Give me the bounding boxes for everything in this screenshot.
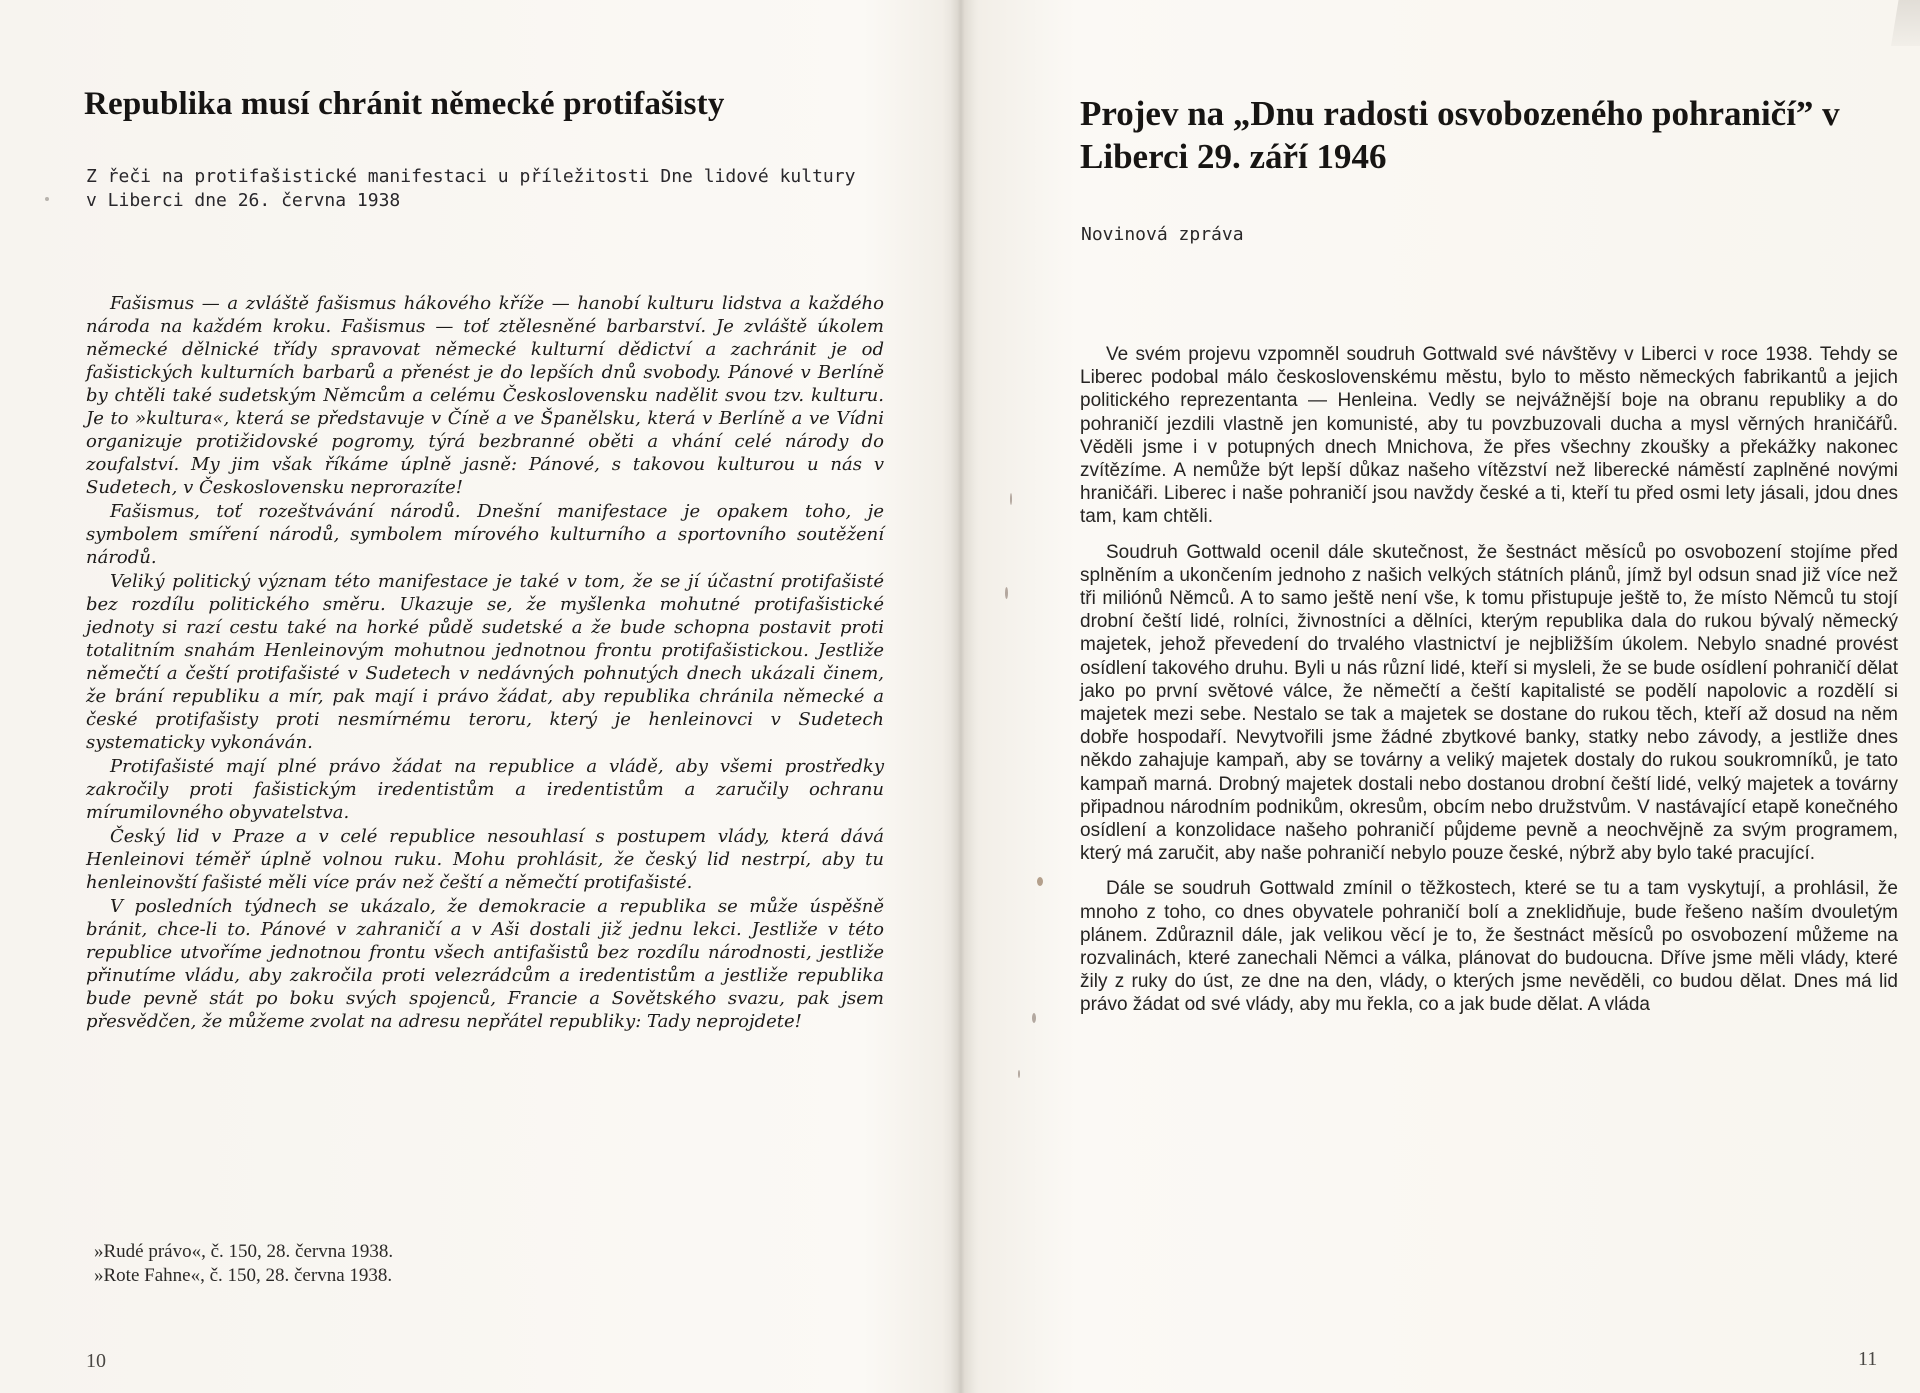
left-paragraph: V posledních týdnech se ukázalo, že demokracie a republika se může úspěšně bránit, chce-li to. Pánové v zahraničí a v Aši dostali již jednu lekci. Jestliže v této republice utvoříme jednotnou frontu všech antifašistů bez rozdílu národnosti, jestliže přinutíme vládu, aby zakročila proti velezrádcům a iredentistům a jestliže republika bude pevně stát po boku svých spojenců, Francie a Sovětského svazu, pak jsem přesvědčen, že můžeme zvolat na adresu nepřátel republiky: Tady neprojdete!: [86, 896, 884, 1032]
left-paragraph: Fašismus — a zvláště fašismus hákového kříže — hanobí kulturu lidstva a každého národa na každém kroku. Fašismus — toť ztělesněné barbarství. Je zvláště úkolem německé dělnické třídy spravovat německé kulturní dědictví a zachránit je od fašistických kulturních barbarů a přenést je do lepších dnů svobody. Pánové v Berlíně by chtěli také sudetským Němcům a celému Československu nadělit svou tzv. kulturu. Je to »kultura«, která se představuje v Číně a ve Španělsku, která v Berlíně a ve Vídni organizuje protižidovské pogromy, týrá bezbranné oběti a vhání celé národy do zoufalství. My jim však říkáme úplně jasně: Pánové, s takovou kulturou u nás v Sudetech, v Československu neprorazíte!: [86, 293, 884, 498]
right-page-subtitle: Novinová zpráva: [1081, 224, 1244, 245]
source-citations: [94, 1240, 794, 1288]
left-paragraph: Veliký politický význam této manifestace je také v tom, že se jí účastní protifašisté bez rozdílu politického směru. Ukazuje se, že myšlenka mohutné protifašistické jednoty si razí cestu také na horké půdě sudetské a že bude schopna postavit proti totalitním snahám Henleinovým mohutnou jednotnou frontu protifašistickou. Jestliže němečtí a čeští protifašisté v Sudetech v nedávných pohnutých dnech ukázali činem, že brání republiku a mír, pak mají i právo žádat, aby republika chránila německé a české protifašisty proti nesmírnému teroru, který je henleinovci v Sudetech systematicky vykonáván.: [86, 571, 884, 753]
left-page-title: Republika musí chránit německé protifašisty: [84, 86, 725, 122]
source-citation: »Rudé právo«, č. 150, 28. června 1938.: [94, 1241, 394, 1262]
left-paragraph: Fašismus, toť rozeštvávání národů. Dnešní manifestace je opakem toho, je symbolem smíření národů, symbolem mírového kulturního a sportovního soutěžení národů.: [86, 501, 884, 568]
left-subtitle-line: Z řeči na protifašistické manifestaci u příležitosti Dne lidové kultury: [86, 166, 856, 187]
right-page-number: 11: [1858, 1348, 1878, 1370]
left-paragraph: Protifašisté mají plné právo žádat na republice a vládě, aby všemi prostředky zakročily proti fašistickým iredentistům a iredentistům a zaručily ochranu mírumilovného obyvatelstva.: [86, 756, 884, 823]
right-paragraph: Soudruh Gottwald ocenil dále skutečnost, že šestnáct měsíců po osvobození stojíme před splněním a ukončením jednoho z našich velkých státních plánů, jímž byl odsun snad již více než tři miliónů Němců. A to samo ještě není vše, k tomu přistupuje ještě to, že místo Němců tu stojí drobní čeští lidé, rolníci, živnostníci a dělníci, kterým republika dala do rukou bývalý německý majetek, jehož převedení do trvalého vlastnictví je nejbližším úkolem. Nebylo snadné provést osídlení takového druhu. Byli u nás různí lidé, kteří si mysleli, že se bude osídlení pohraničí dělat jako po první světové válce, že němečtí a čeští kapitalisté se podělí napolovic a rozdělí si majetek mezi sebe. Nestalo se tak a majetek se dostane do rukou těch, kteří až dosud na něm dobře hospodaří. Nevytvořili jsme žádné zbytkové banky, statky nebo závody, a jestliže dnes někdo zahajuje kampaň, aby se továrny a veliký majetek dostaly do rukou soukromníků, je tato kampaň marná. Drobný majetek dostali nebo dostanou drobní čeští lidé, velký majetek a továrny připadnou národním podnikům, okresům, obcím nebo družstvům. V nastávající etapě konečného osídlení a konzolidace našeho pohraničí půjdeme pevně a neochvějně za svým programem, který má zaručit, aby naše pohraničí nebylo pouze české, nýbrž aby bylo také pracující.: [1080, 541, 1898, 865]
right-page: [960, 0, 1920, 1393]
left-page-number: 10: [86, 1350, 106, 1372]
left-page-subtitle: [86, 165, 886, 213]
right-page-body: [1080, 343, 1898, 1017]
right-paragraph: Dále se soudruh Gottwald zmínil o těžkostech, které se tu a tam vyskytují, a prohlásil, že mnoho z toho, co dnes obyvatele pohraničí bolí a zneklidňuje, bude řešeno naším dvouletým plánem. Zdůraznil dále, jak velikou věcí je to, že šestnáct měsíců po osvobození můžeme na rozvalinách, které zanechali Němci a válka, plánovat do budoucna. Dříve jsme měli vlády, které žily z ruky do úst, ze dne na den, vlády, o kterých jsme nevěděli, co budou dělat. Dnes má lid právo žádat od své vlády, aby mu řekla, co a jak bude dělat. A vláda: [1080, 878, 1898, 1016]
source-citation: »Rote Fahne«, č. 150, 28. června 1938.: [94, 1265, 393, 1286]
right-paragraph: Ve svém projevu vzpomněl soudruh Gottwald své návštěvy v Liberci v roce 1938. Tehdy se Liberec podobal málo československému městu, bylo to město německých fabrikantů a jejich politického reprezentanta — Henleina. Vedly se nejvážnější boje na obranu republiky a do pohraničí jezdili vlastně jen komunisté, aby tu povzbuzovali ducha a mysl věrných hraničářů. Věděli jsme i v potupných dnech Mnichova, že přes všechny zkoušky a překážky nakonec zvítězíme. A nemůže být lepší důkaz našeho vítězství než liberecké náměstí zaplněné novými hraničáři. Liberec i naše pohraničí jsou navždy české a ti, kteří tu před osmi lety jásali, jdou dnes tam, kam chtěli.: [1080, 344, 1898, 528]
left-paragraph: Český lid v Praze a v celé republice nesouhlasí s postupem vlády, která dává Henleinovi téměř úplně volnou ruku. Mohu prohlásit, že český lid nestrpí, aby tu henleinovští fašisté měli více práv než čeští a němečtí protifašisté.: [86, 826, 884, 893]
left-subtitle-line: v Liberci dne 26. června 1938: [86, 190, 401, 211]
left-page-body: [86, 292, 884, 1033]
right-page-title: Projev na „Dnu radosti osvobozeného pohraničí” v Liberci 29. září 1946: [1080, 94, 1840, 176]
